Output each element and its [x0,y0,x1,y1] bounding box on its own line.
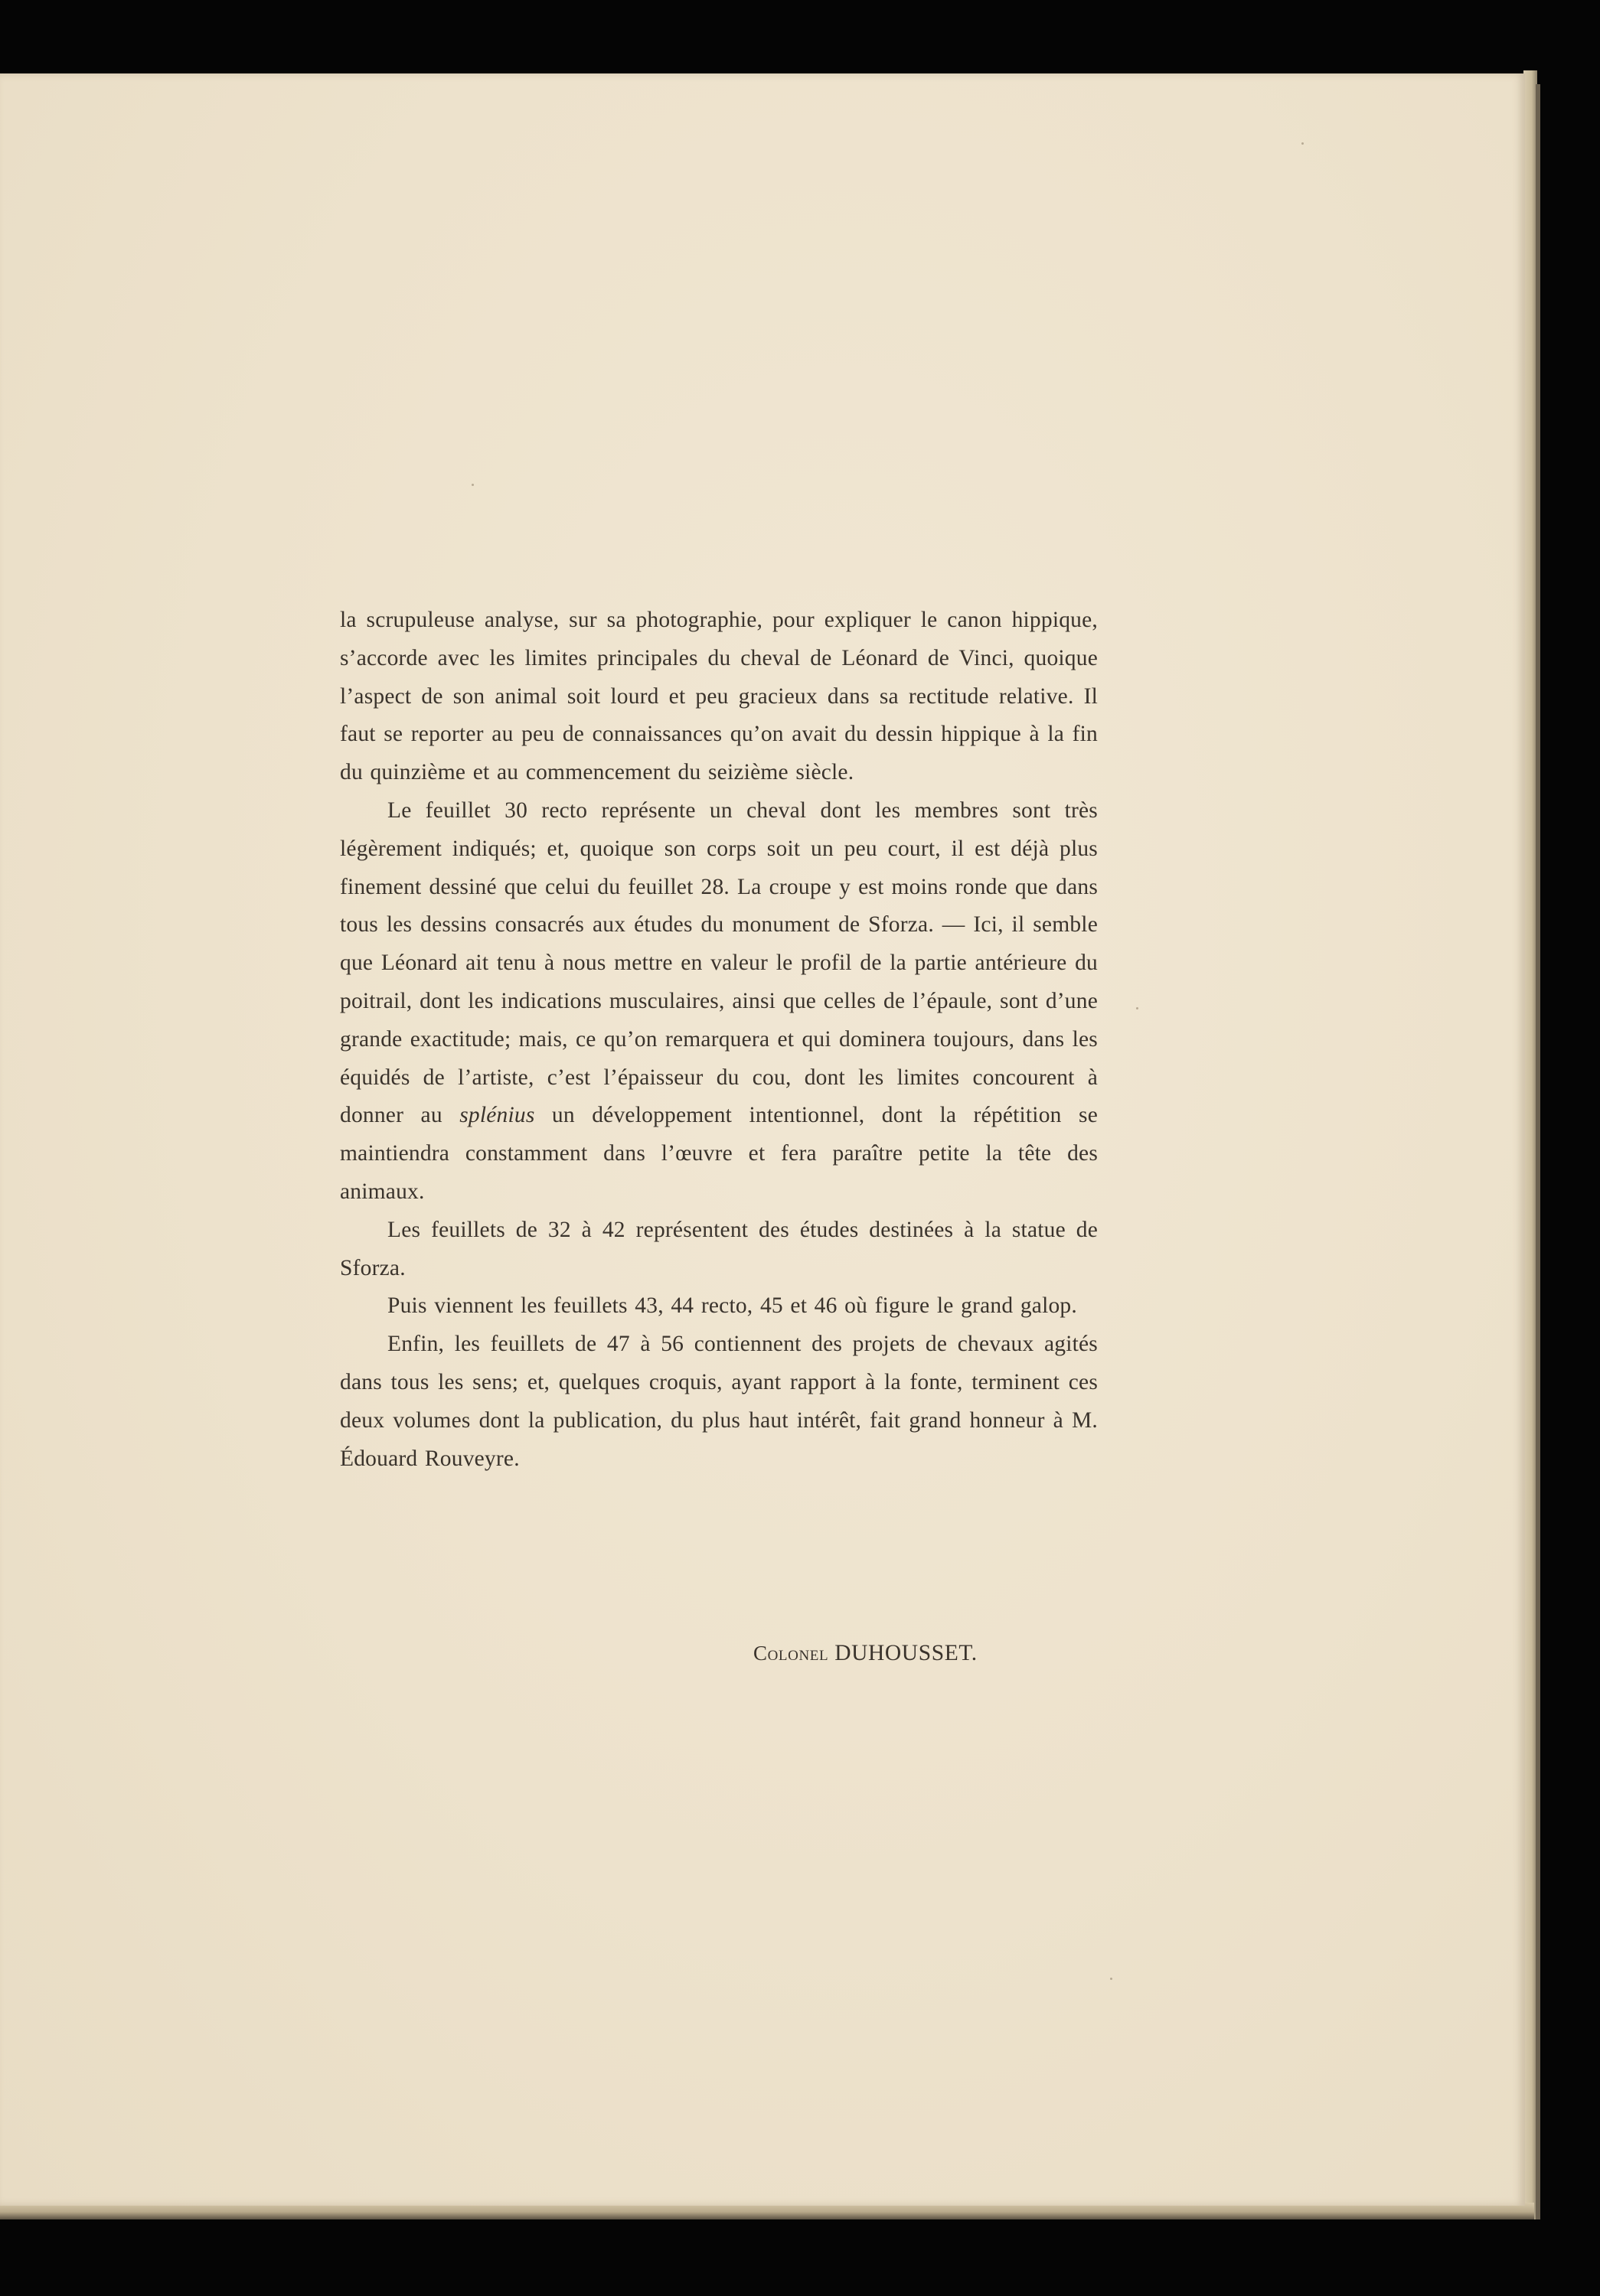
paragraph-text: Les feuillets de 32 à 42 représentent des études destinées à la statue de Sforza. [340,1217,1098,1280]
paragraph-text: la scrupuleuse analyse, sur sa photographie, pour expliquer le canon hippique, s’accorde avec les limites principales du cheval de Léonard de Vinci, quoique l’aspect de son animal soit lourd et peu gracieux dans sa rectitude relative. Il faut se reporter au peu de connaissances qu’on avait du dessin hippique à la fin du quinzième et au commencement du seizième siècle. [340,608,1098,785]
paragraph [340,1212,1098,1288]
paragraph [340,1287,1098,1326]
paragraph [340,602,1098,792]
signature-rank: Colonel [753,1642,829,1665]
signature [753,1641,978,1666]
page-stack-shadow [1536,84,1540,2219]
signature-name: DUHOUSSET. [834,1641,978,1665]
paragraph-text: Puis viennent les feuillets 43, 44 recto, 45 et 46 où figure le grand galop. [387,1293,1077,1319]
body-text [340,602,1098,1478]
paper-speck [1136,1007,1138,1009]
paragraph-text: Le feuillet 30 recto représente un cheval dont les membres sont très légèrement indiqués; et, quoique son corps soit un peu court, il est déjà plus finement dessiné que celui du feuillet 28. La croupe y est moins ronde que dans tous les dessins consacrés aux études du monument de Sforza. — Ici, il semble que Léonard ait tenu à nous mettre en valeur le profil de la partie antérieure du poitrail, dont les indications musculaires, ainsi que celles de l’épaule, sont d’une grande exactitude; mais, ce qu’on remarquera et qui dominera toujours, dans les équidés de l’artiste, c’est l’épaisseur du cou, dont les limites concourent à donner au [340,797,1098,1128]
paper-speck [1301,142,1304,145]
paragraph [340,1326,1098,1478]
paper-speck [1110,1978,1112,1980]
paper-speck [472,484,474,486]
paragraph [340,792,1098,1212]
italic-term: splénius [459,1103,535,1128]
paragraph-text: un développement intentionnel, dont la répétition se maintiendra constamment dans l’œuvre et fera paraître petite la tête des animaux. [340,1103,1098,1204]
book-page [0,73,1525,2206]
paragraph-text: Enfin, les feuillets de 47 à 56 contiennent des projets de chevaux agités dans tous les sens; et, quelques croquis, ayant rapport à la fonte, terminent ces deux volumes dont la publication, du plus haut intérêt, fait grand honneur à M. Édouard Rouveyre. [340,1332,1098,1471]
